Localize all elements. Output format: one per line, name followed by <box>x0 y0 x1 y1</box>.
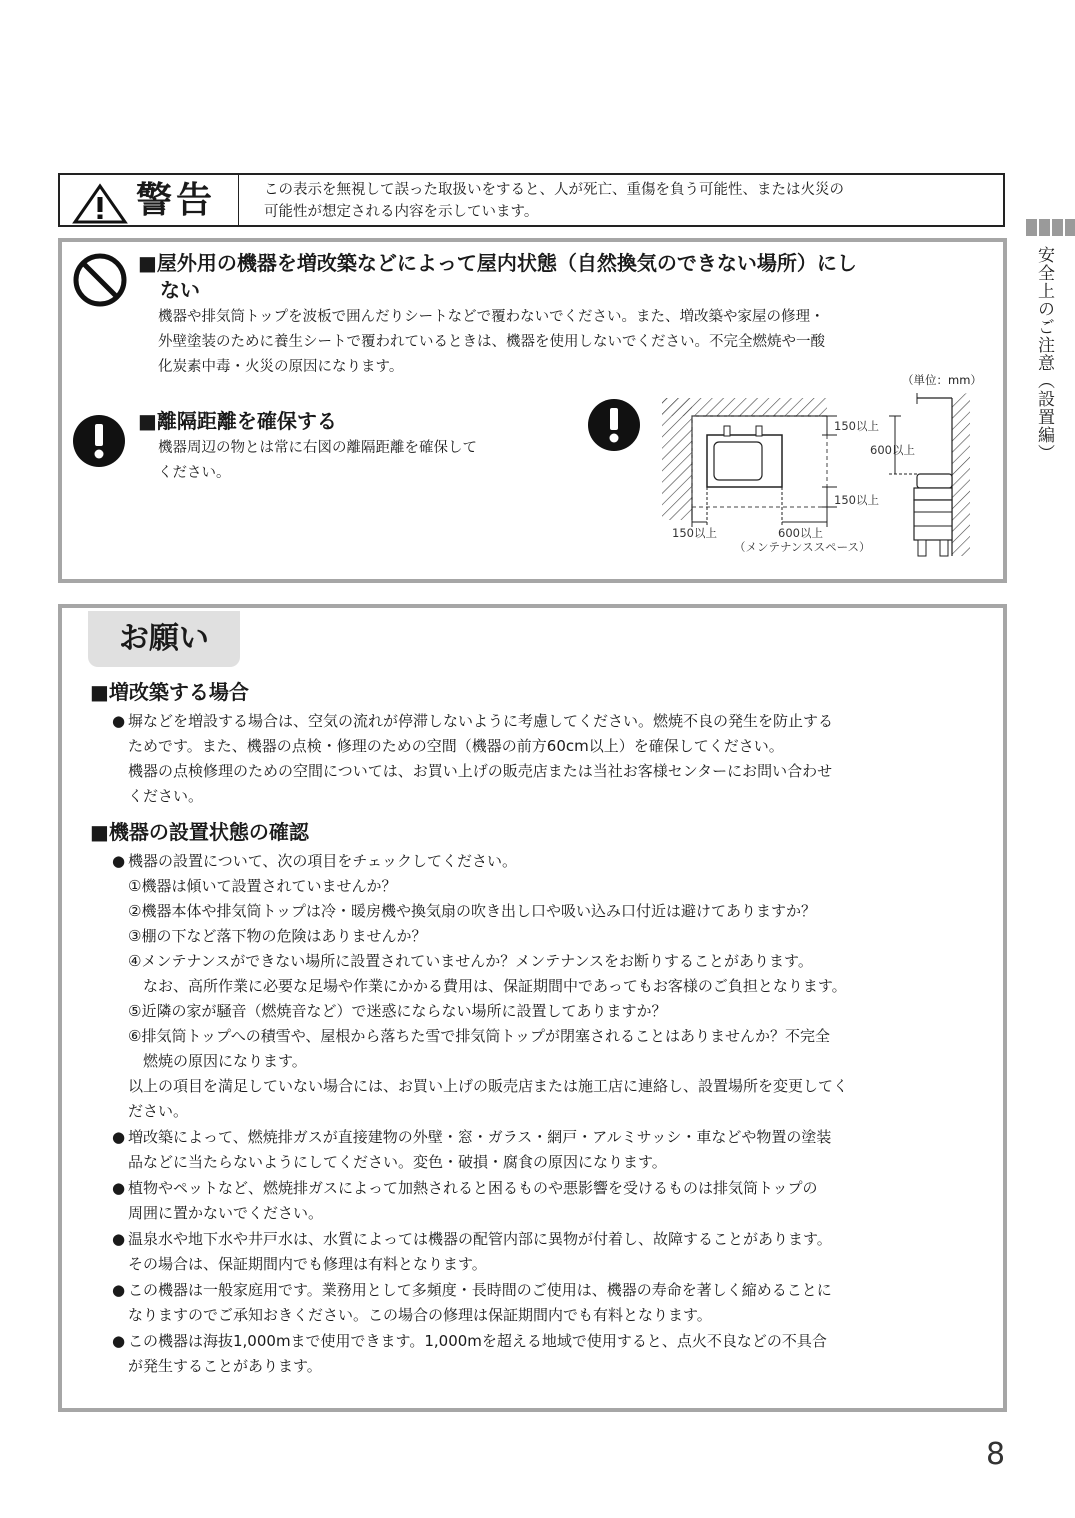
list-item: ● 増改築によって、燃焼排ガスが直接建物の外壁・窓・ガラス・網戸・アルミサッシ・車などや物置の塗装 品などに当たらないようにしてください。変色・破損・腐食の原因になります。 <box>112 1128 832 1171</box>
side-tab-label: 安全上のご注意（設置編） <box>1034 246 1054 462</box>
section1-title: ■増改築する場合 <box>90 680 249 704</box>
list-item: ● 塀などを増設する場合は、空気の流れが停滞しないように考慮してください。燃焼不良の発生を防止する ためです。また、機器の点検・修理のための空間（機器の前方60cm以上）を確保してください。 機器の点検修理のための空間については、お買い上げの販売店または当社お客様センターにお問い合わせ ください。 <box>112 712 834 805</box>
warning-title-cell <box>60 175 239 225</box>
request-tab-label: お願い <box>119 621 209 656</box>
check-item: ⑤近隣の家が騒音（燃焼音など）で迷惑にならない場所に設置してありますか？ <box>128 1002 667 1020</box>
page-number: 8 <box>986 1437 1006 1472</box>
side-front-clearance-label: 600以上 <box>870 443 915 457</box>
check-item: 燃焼の原因になります。 <box>128 1052 307 1070</box>
mandatory-icon-diagram <box>587 398 641 452</box>
check-item: ⑥排気筒トップへの積雪や、屋根から落ちた雪で排気筒トップが閉塞されることはありませんか？不完全 <box>128 1027 830 1045</box>
list-item: ● この機器は一般家庭用です。業務用として多頻度・長時間のご使用は、機器の寿命を著しく縮めることに なりますのでご承知おきください。この場合の修理は保証期間内でも有料となります。 <box>112 1281 832 1324</box>
check-item: ①機器は傾いて設置されていませんか？ <box>128 877 397 895</box>
check-item: ③棚の下など落下物の危険はありませんか？ <box>128 927 427 945</box>
clearance-diagram <box>652 390 982 560</box>
warning-title: 警告 <box>136 180 217 221</box>
item1-body: 機器や排気筒トップを波板で囲んだりシートなどで覆わないでください。また、増改築や家屋の修理・ 外壁塗装のために養生シートで覆われているときは、機器を使用しないでください。不完全燃焼や一酸 化炭素中毒・火災の原因になります。 <box>158 309 825 375</box>
section2-title: ■機器の設置状態の確認 <box>90 820 309 844</box>
warning-box <box>58 238 1007 583</box>
mandatory-icon <box>72 414 126 468</box>
left-clearance-label: 150以上 <box>672 526 717 540</box>
list-item: ● 機器の設置について、次の項目をチェックしてください。 <box>112 852 517 870</box>
list-item: ● この機器は海抜1,000mまで使用できます。1,000mを超える地域で使用すると、点火不良などの不具合 が発生することがあります。 <box>112 1332 827 1375</box>
top-clearance-label: 150以上 <box>834 419 879 433</box>
item2-body: 機器周辺の物とは常に右図の離隔距離を確保して ください。 <box>158 440 477 481</box>
check-item: ④メンテナンスができない場所に設置されていませんか？メンテナンスをお断りすることがあります。 <box>128 952 813 970</box>
check-item: なお、高所作業に必要な足場や作業にかかる費用は、保証期間中であってもお客様のご負担となります。 <box>128 977 847 995</box>
section2-list <box>112 849 992 1379</box>
side-tab-bar <box>1026 219 1075 236</box>
item2-title: ■離隔距離を確保する <box>138 409 337 433</box>
list-item: ● 温泉水や地下水や井戸水は、水質によっては機器の配管内部に異物が付着し、故障することがあります。 その場合は、保証期間内でも修理は有料となります。 <box>112 1230 832 1273</box>
request-tab <box>88 611 240 667</box>
maintenance-space-note: （メンテナンススペース） <box>734 540 871 554</box>
bottom-clearance-label: 150以上 <box>834 493 879 507</box>
prohibition-icon <box>72 252 128 308</box>
check-item: ②機器本体や排気筒トップは冷・暖房機や換気扇の吹き出し口や吸い込み口付近は避けてありますか？ <box>128 902 817 920</box>
item1-title: ■屋外用の機器を増改築などによって屋内状態（自然換気のできない場所）にし ない <box>138 251 857 302</box>
section1-list <box>112 709 992 809</box>
warning-header <box>58 173 1005 227</box>
after-checks-text: 以上の項目を満足していない場合には、お買い上げの販売店または施工店に連絡し、設置場所を変更してく <box>128 1077 849 1095</box>
after-checks-text: ださい。 <box>128 1102 189 1120</box>
warning-triangle-icon <box>72 183 128 225</box>
front-clearance-label: 600以上 <box>778 526 823 540</box>
warning-description: この表示を無視して誤った取扱いをすると、人が死亡、重傷を負う可能性、または火災の 可能性が想定される内容を示しています。 <box>264 182 844 220</box>
list-item: ● 植物やペットなど、燃焼排ガスによって加熱されると困るものや悪影響を受けるものは排気筒トップの 周囲に置かないでください。 <box>112 1179 818 1222</box>
unit-label: （単位：mm） <box>902 373 982 387</box>
